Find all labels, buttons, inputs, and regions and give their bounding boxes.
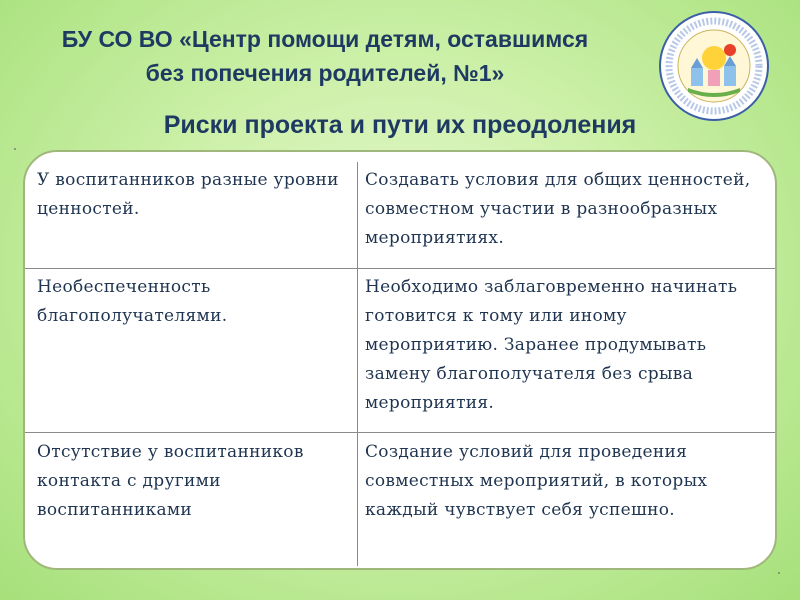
risk-cell: Отсутствие у воспитанников контакта с другими воспитанниками — [37, 442, 304, 520]
risk-cell: Необеспеченность благополучателями. — [37, 277, 228, 326]
organization-emblem-icon — [658, 10, 770, 122]
organization-title — [20, 22, 630, 90]
solution-cell: Создание условий для проведения совместных мероприятий, в которых каждый чувствует себя успешно. — [365, 442, 708, 520]
risks-table — [23, 150, 777, 570]
organization-title-line2: без попечения родителей, №1» — [145, 60, 505, 86]
risk-cell: У воспитанников разные уровни ценностей. — [37, 170, 339, 219]
decor-dot — [14, 148, 16, 150]
slide-title: Риски проекта и пути их преодоления — [163, 111, 637, 139]
row-divider — [25, 432, 775, 433]
row-divider — [25, 268, 775, 269]
solution-cell: Создавать условия для общих ценностей, совместном участии в разнообразных мероприятиях. — [365, 170, 751, 248]
decor-dot — [778, 572, 780, 574]
organization-title-line1: БУ СО ВО «Центр помощи детям, оставшимся — [61, 26, 589, 52]
solution-cell: Необходимо заблаговременно начинать готовится к тому или иному мероприятию. Заранее продумывать замену благополучателя без срыва мероприятия. — [365, 277, 738, 413]
